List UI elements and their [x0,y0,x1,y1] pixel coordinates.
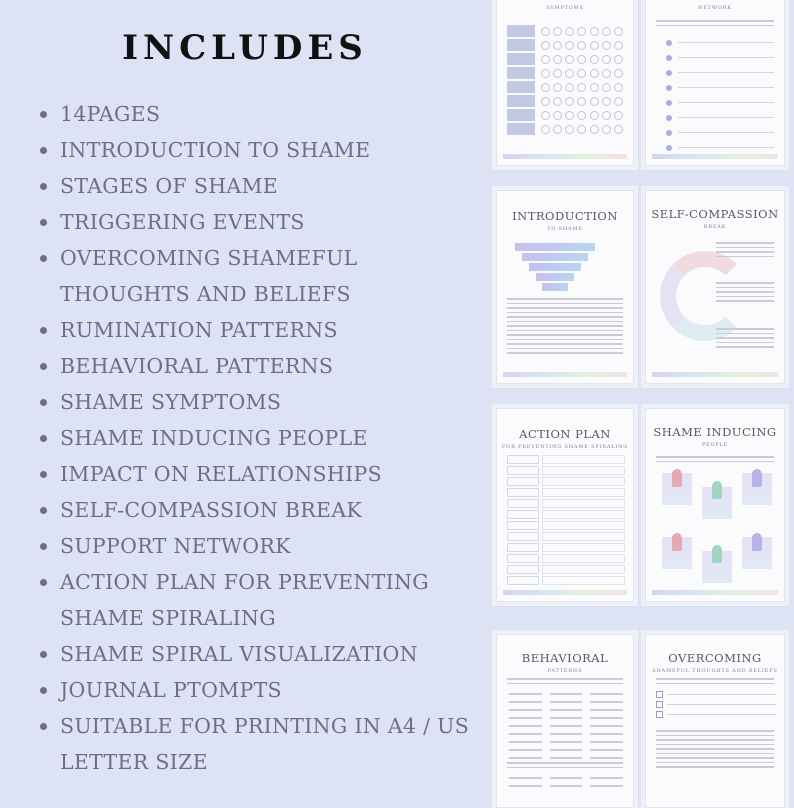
action-plan-table [507,455,625,587]
person-icon [752,469,762,487]
page-thumb-action-plan [496,408,634,602]
feature-item: JOURNAL PTOMPTS [40,672,480,708]
feature-item: SELF-COMPASSION BREAK [40,492,480,528]
page-subtitle: FOR PREVENTING SHAME SPIRALING [501,444,629,450]
feature-item: TRIGGERING EVENTS [40,204,480,240]
page-subtitle: SHAMEFUL THOUGHTS AND BELIEFS [652,668,778,674]
page-subtitle: PATTERNS [547,668,583,674]
feature-item: OVERCOMING SHAMEFUL THOUGHTS AND BELIEFS [40,240,480,312]
feature-item: IMPACT ON RELATIONSHIPS [40,456,480,492]
page-thumb-self-compassion [645,190,785,384]
feature-item: 14PAGES [40,96,480,132]
feature-item: ACTION PLAN FOR PREVENTING SHAME SPIRALING [40,564,480,636]
feature-item: SUITABLE FOR PRINTING IN A4 / US LETTER SIZE [40,708,480,780]
page-subtitle: TO SHAME [547,226,583,232]
shame-funnel [515,243,595,293]
person-icon [672,469,682,487]
includes-heading: INCLUDES [122,28,368,68]
person-icon [712,481,722,499]
page-title: SELF-COMPASSION [651,207,779,221]
person-icon [712,545,722,563]
page-thumb-network [645,0,785,166]
feature-item: SHAME INDUCING PEOPLE [40,420,480,456]
feature-item: SHAME SPIRAL VISUALIZATION [40,636,480,672]
page-thumb-behavioral [496,634,634,808]
page-subtitle: BREAK [703,224,727,230]
page-subtitle: NETWORK [698,5,732,11]
page-thumb-symptoms [496,0,634,166]
page-thumb-overcoming [645,634,785,808]
page-title: INTRODUCTION [512,209,618,223]
page-title: BEHAVIORAL [521,651,609,665]
feature-item: BEHAVIORAL PATTERNS [40,348,480,384]
feature-item: SHAME SYMPTOMS [40,384,480,420]
page-title: OVERCOMING [668,651,762,665]
feature-item: RUMINATION PATTERNS [40,312,480,348]
person-icon [672,533,682,551]
feature-list [40,96,480,780]
behavior-grid [509,693,623,759]
network-list [666,35,774,155]
feature-item: STAGES OF SHAME [40,168,480,204]
page-title: SHAME INDUCING [653,425,777,439]
page-title: ACTION PLAN [519,427,611,441]
page-subtitle: SYMPTOMS [546,5,584,11]
page-subtitle: PEOPLE [701,442,729,448]
feature-item: INTRODUCTION TO SHAME [40,132,480,168]
symptom-table [507,25,625,137]
person-icon [752,533,762,551]
feature-item: SUPPORT NETWORK [40,528,480,564]
page-thumb-shame-inducing [645,408,785,602]
page-thumb-introduction [496,190,634,384]
